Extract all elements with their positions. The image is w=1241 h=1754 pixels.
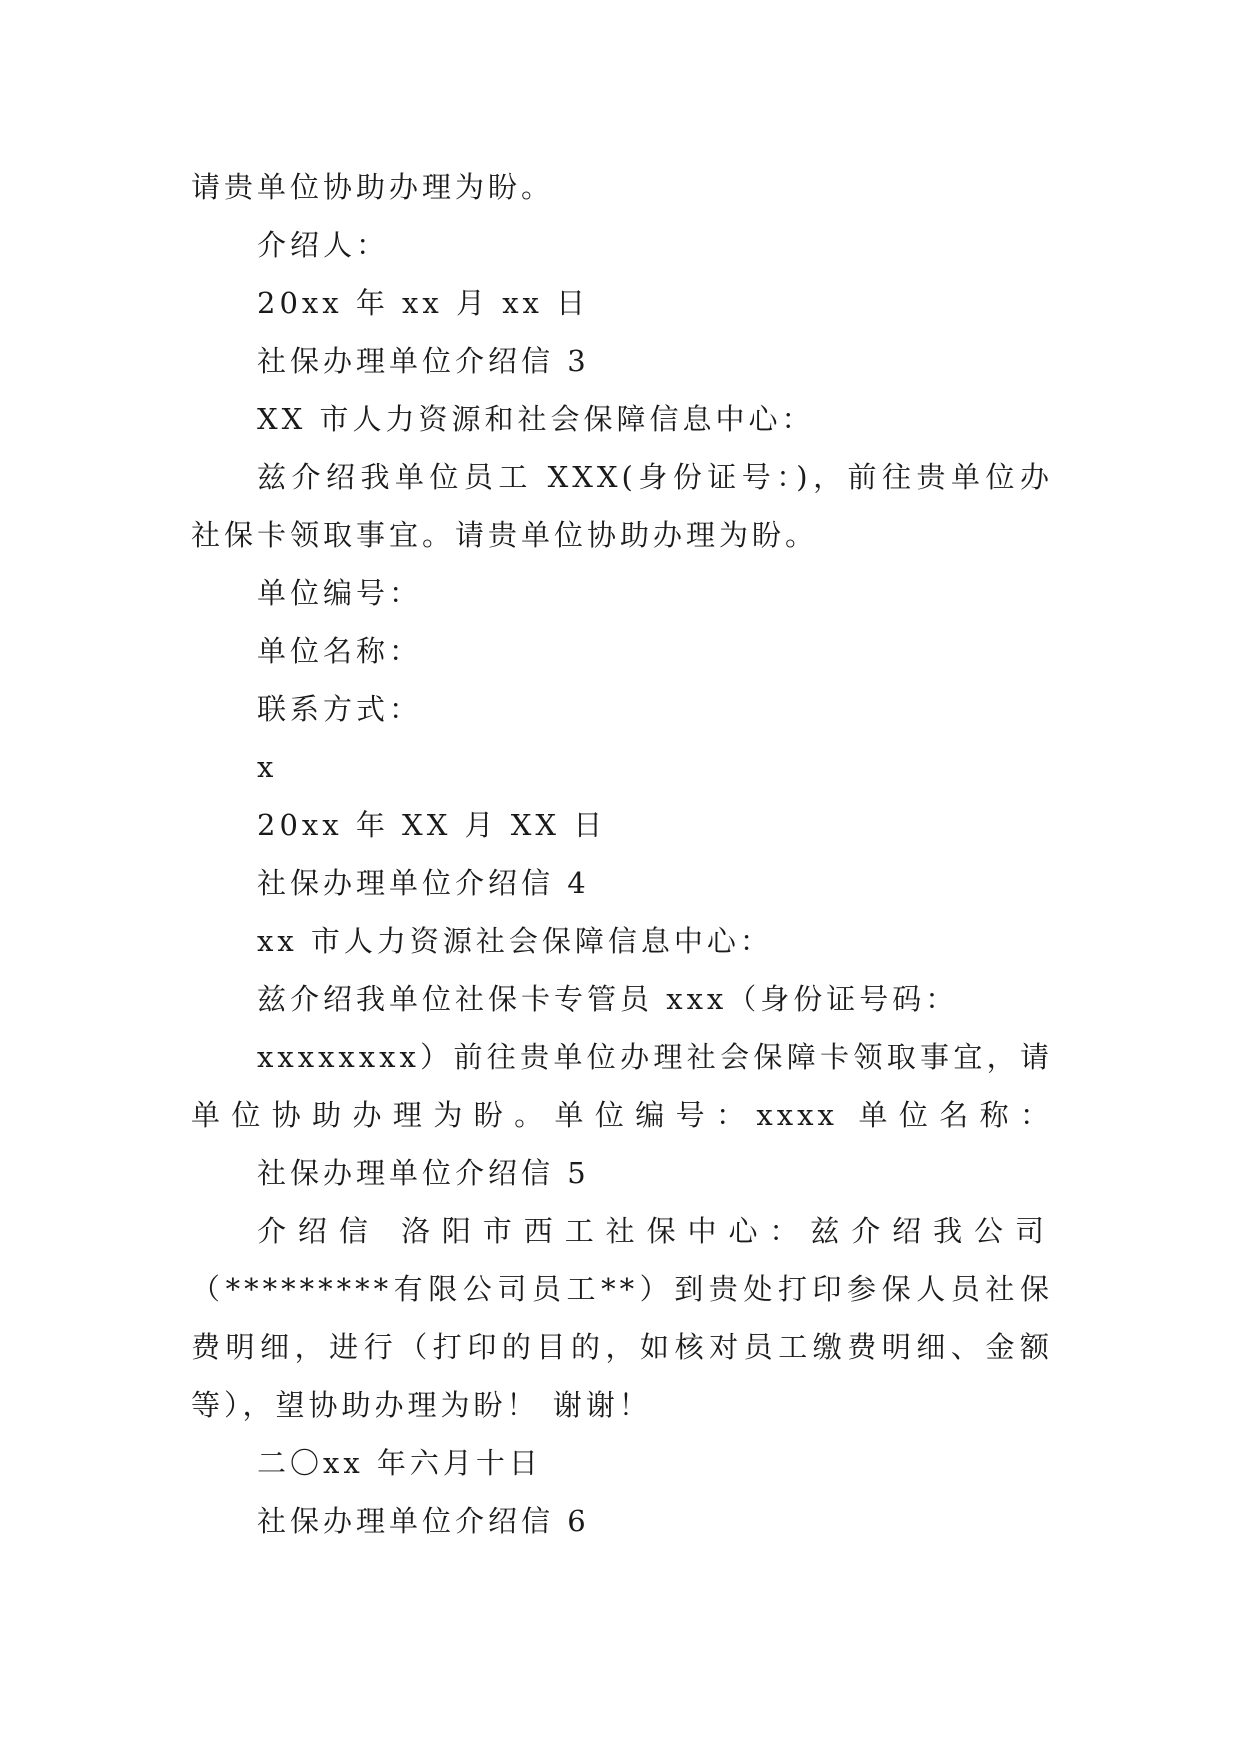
text-line: xx 市人力资源社会保障信息中心：: [257, 924, 773, 958]
document-body: [191, 158, 1053, 1550]
text-line: 单位协助办理为盼。单位编号：xxxx 单位名称：: [191, 1098, 1053, 1132]
letter-heading: 社保办理单位介绍信 3: [257, 344, 590, 378]
text-line: 介绍人：: [257, 228, 390, 262]
text-line: （*********有限公司员工**）到贵处打印参保人员社保: [191, 1272, 1053, 1306]
text-line: 20xx 年 XX 月 XX 日: [257, 808, 607, 842]
text-line: XX 市人力资源和社会保障信息中心：: [257, 402, 815, 436]
letter-heading: 社保办理单位介绍信 5: [257, 1156, 590, 1190]
text-line: 兹介绍我单位员工 XXX(身份证号：)，前往贵单位办: [257, 460, 1053, 494]
text-line: 请贵单位协助办理为盼。: [191, 170, 555, 204]
text-line: 介绍信 洛阳市西工社保中心：兹介绍我公司: [257, 1214, 1053, 1248]
text-line: 联系方式：: [257, 692, 423, 726]
text-line: 二〇xx 年六月十日: [257, 1446, 542, 1480]
letter-heading: 社保办理单位介绍信 4: [257, 866, 590, 900]
text-line: xxxxxxxx）前往贵单位办理社会保障卡领取事宜，请: [257, 1040, 1053, 1074]
text-line: 单位名称：: [257, 634, 423, 668]
text-line: x: [257, 750, 278, 784]
text-line: 等），望协助办理为盼！ 谢谢！: [191, 1388, 652, 1422]
text-line: 兹介绍我单位社保卡专管员 xxx（身份证号码：: [257, 982, 959, 1016]
text-line: 费明细，进行（打印的目的，如核对员工缴费明细、金额: [191, 1330, 1053, 1364]
text-line: 20xx 年 xx 月 xx 日: [257, 286, 590, 320]
letter-heading: 社保办理单位介绍信 6: [257, 1504, 590, 1538]
text-line: 单位编号：: [257, 576, 423, 610]
text-line: 社保卡领取事宜。请贵单位协助办理为盼。: [191, 518, 819, 552]
